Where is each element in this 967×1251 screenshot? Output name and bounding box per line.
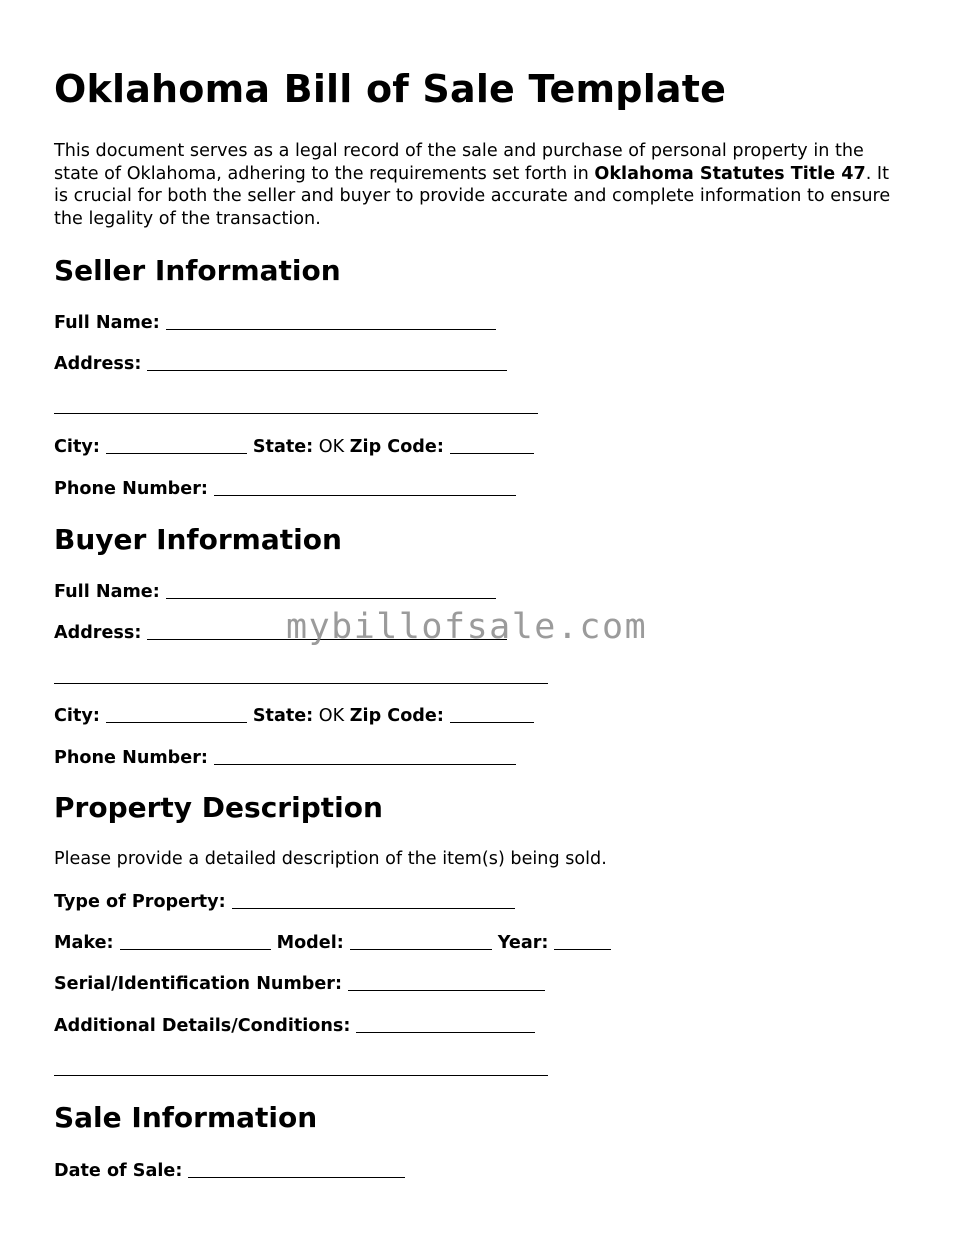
page-title: Oklahoma Bill of Sale Template (54, 67, 727, 111)
seller-address-field[interactable] (147, 354, 507, 371)
seller-phone-field[interactable] (214, 479, 516, 496)
seller-address-label: Address: (54, 354, 142, 374)
seller-city-field[interactable] (106, 437, 247, 454)
buyer-zip-field[interactable] (450, 706, 534, 723)
seller-heading: Seller Information (54, 254, 341, 287)
buyer-full-name-label: Full Name: (54, 582, 160, 602)
seller-city-label: City: (54, 437, 100, 457)
model-label: Model: (276, 933, 344, 953)
buyer-heading: Buyer Information (54, 523, 342, 556)
intro-statute: Oklahoma Statutes Title 47 (594, 163, 866, 184)
intro-text-2: . It is crucial for both the seller and buyer to provide accurate and complete information to ensure the legality of the transaction. (54, 163, 891, 229)
buyer-city-field[interactable] (106, 706, 247, 723)
serial-number-label: Serial/Identification Number: (54, 974, 343, 994)
seller-address-line-2[interactable] (54, 413, 538, 414)
buyer-address-line-2[interactable] (54, 683, 548, 684)
property-type-label: Type of Property: (54, 892, 226, 912)
buyer-address-label: Address: (54, 623, 142, 643)
additional-details-label: Additional Details/Conditions: (54, 1016, 351, 1036)
buyer-phone-field[interactable] (214, 748, 516, 765)
seller-state-value: OK (318, 437, 345, 457)
property-type-field[interactable] (232, 892, 515, 909)
seller-zip-field[interactable] (450, 437, 534, 454)
watermark-text: mybillofsale.com (286, 607, 648, 647)
seller-phone-label: Phone Number: (54, 479, 208, 499)
buyer-state-label: State: (252, 706, 314, 726)
date-of-sale-row (54, 1159, 411, 1182)
seller-zip-label: Zip Code: (349, 437, 444, 457)
seller-phone-row (54, 477, 522, 500)
intro-text-1: This document serves as a legal record of the sale and purchase of personal property in the state of Oklahoma, adhering to the requirements set forth in (54, 141, 864, 184)
seller-full-name-field[interactable] (166, 313, 496, 330)
make-label: Make: (54, 933, 114, 953)
seller-full-name-label: Full Name: (54, 313, 160, 333)
property-heading: Property Description (54, 791, 383, 824)
additional-details-field[interactable] (356, 1016, 535, 1033)
seller-city-row (54, 435, 540, 458)
additional-details-line-2[interactable] (54, 1075, 548, 1076)
seller-state-label: State: (252, 437, 314, 457)
date-of-sale-field[interactable] (188, 1161, 405, 1178)
buyer-city-label: City: (54, 706, 100, 726)
make-field[interactable] (120, 933, 271, 950)
model-field[interactable] (350, 933, 492, 950)
property-type-row (54, 890, 521, 913)
buyer-zip-label: Zip Code: (349, 706, 444, 726)
date-of-sale-label: Date of Sale: (54, 1161, 183, 1181)
serial-number-row (54, 972, 551, 995)
buyer-phone-row (54, 746, 522, 769)
intro-paragraph (54, 140, 904, 230)
buyer-full-name-field[interactable] (166, 582, 496, 599)
buyer-phone-label: Phone Number: (54, 748, 208, 768)
seller-full-name-row (54, 311, 502, 334)
make-model-year-row (54, 931, 617, 954)
additional-details-row (54, 1014, 541, 1037)
buyer-full-name-row (54, 580, 502, 603)
property-instruction: Please provide a detailed description of the item(s) being sold. (54, 849, 607, 869)
buyer-state-value: OK (318, 706, 345, 726)
buyer-city-row (54, 704, 540, 727)
seller-address-row (54, 352, 513, 375)
serial-number-field[interactable] (348, 974, 545, 991)
year-label: Year: (497, 933, 549, 953)
sale-heading: Sale Information (54, 1101, 318, 1134)
year-field[interactable] (554, 933, 611, 950)
